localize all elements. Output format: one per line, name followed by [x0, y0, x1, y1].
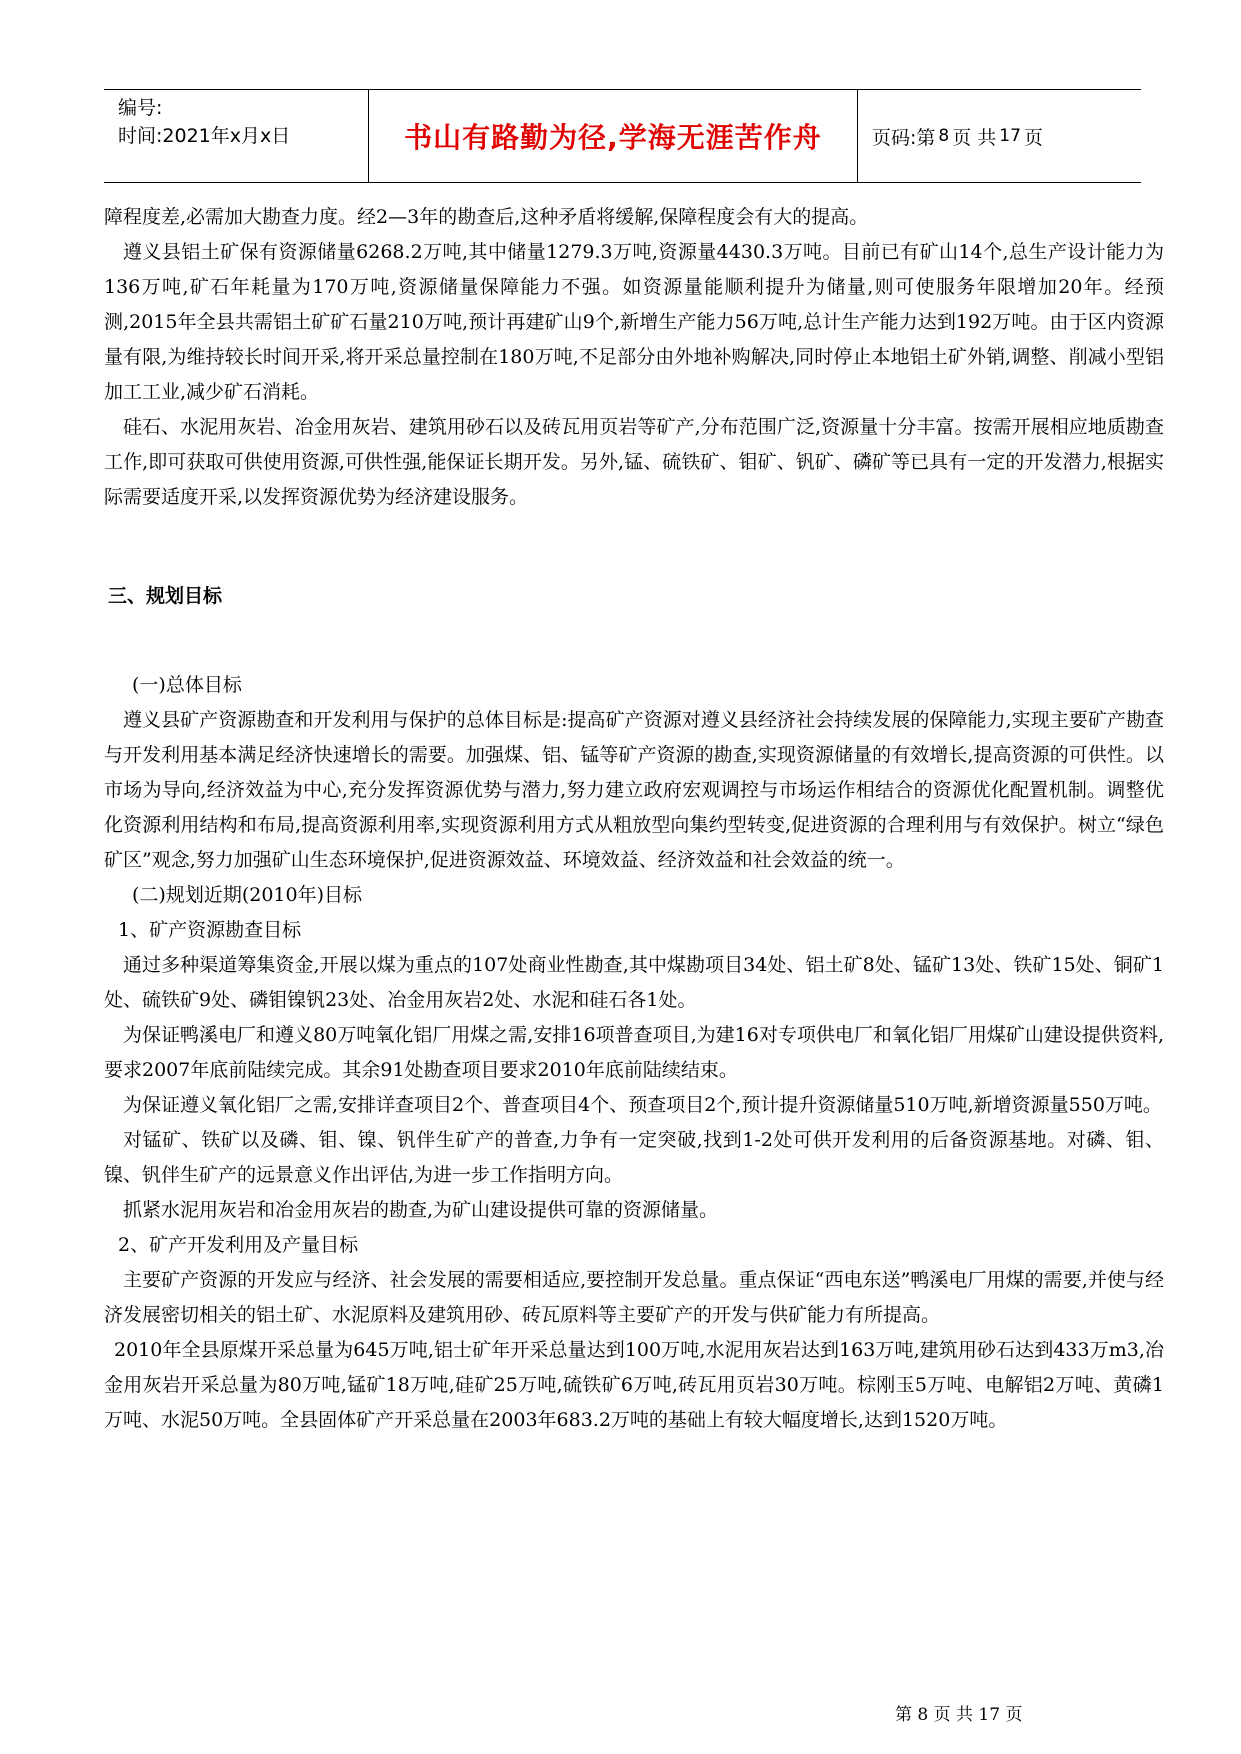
- subsection-heading: (一)总体目标: [132, 674, 242, 696]
- document-time: 时间:2021年x月x日: [118, 125, 291, 147]
- header-left-cell: [104, 90, 368, 182]
- page-suffix: 页: [1023, 126, 1043, 149]
- page-header: [104, 89, 1141, 183]
- paragraph: 主要矿产资源的开发应与经济、社会发展的需要相适应,要控制开发总量。重点保证“西电东送”鸭溪电厂用煤的需要,并使与经济发展密切相关的铝土矿、水泥原料及建筑用砂、砖瓦原料等主要矿产的开发与供矿能力有所提高。: [104, 1269, 1164, 1326]
- paragraph: 遵义县矿产资源勘查和开发利用与保护的总体目标是:提高矿产资源对遵义县经济社会持续发展的保障能力,实现主要矿产勘查与开发利用基本满足经济快速增长的需要。加强煤、铝、锰等矿产资源的勘查,实现资源储量的有效增长,提高资源的可供性。以市场为导向,经济效益为中心,充分发挥资源优势与潜力,努力建立政府宏观调控与市场运作相结合的资源优化配置机制。调整优化资源利用结构和布局,提高资源利用率,实现资源利用方式从粗放型向集约型转变,促进资源的合理利用与有效保护。树立“绿色矿区”观念,努力加强矿山生态环境保护,促进资源效益、环境效益、经济效益和社会效益的统一。: [104, 709, 1164, 871]
- document-number-label: 编号:: [118, 97, 163, 119]
- section-heading: 三、规划目标: [108, 585, 223, 607]
- page-prefix: 页码:第: [872, 126, 936, 149]
- paragraph: 抓紧水泥用灰岩和冶金用灰岩的勘查,为矿山建设提供可靠的资源储量。: [123, 1199, 719, 1221]
- paragraph: 遵义县铝土矿保有资源储量6268.2万吨,其中储量1279.3万吨,资源量4430.3万吨。目前已有矿山14个,总生产设计能力为136万吨,矿石年耗量为170万吨,资源储量保障能力不强。如资源量能顺利提升为储量,则可使服务年限增加20年。经预测,2015年全县共需铝土矿矿石量210万吨,预计再建矿山9个,新增生产能力56万吨,总计生产能力达到192万吨。由于区内资源量有限,为维持较长时间开采,将开采总量控制在180万吨,不足部分由外地补购解决,同时停止本地铝土矿外销,调整、削减小型铝加工工业,减少矿石消耗。: [104, 241, 1164, 403]
- paragraph: 障程度差,必需加大勘查力度。经2—3年的勘查后,这种矛盾将缓解,保障程度会有大的提高。: [104, 206, 869, 228]
- page-mid: 页 共: [952, 126, 997, 149]
- page-total: 17: [999, 126, 1021, 146]
- paragraph: 硅石、水泥用灰岩、冶金用灰岩、建筑用砂石以及砖瓦用页岩等矿产,分布范围广泛,资源量十分丰富。按需开展相应地质勘查工作,即可获取可供使用资源,可供性强,能保证长期开发。另外,锰、硫铁矿、钼矿、钒矿、磷矿等已具有一定的开发潜力,根据实际需要适度开采,以发挥资源优势为经济建设服务。: [104, 416, 1164, 508]
- subsection-heading: (二)规划近期(2010年)目标: [132, 884, 363, 906]
- page-current: 8: [938, 126, 950, 146]
- item-heading: 1、矿产资源勘查目标: [118, 919, 302, 941]
- paragraph: 为保证鸭溪电厂和遵义80万吨氧化铝厂用煤之需,安排16项普查项目,为建16对专项供电厂和氧化铝厂用煤矿山建设提供资料,要求2007年底前陆续完成。其余91处勘查项目要求2010年底前陆续结束。: [104, 1024, 1164, 1081]
- paragraph: 2010年全县原煤开采总量为645万吨,铝士矿年开采总量达到100万吨,水泥用灰岩达到163万吨,建筑用砂石达到433万m3,冶金用灰岩开采总量为80万吨,锰矿18万吨,硅矿25万吨,硫铁矿6万吨,砖瓦用页岩30万吨。棕刚玉5万吨、电解铝2万吨、黄磷1万吨、水泥50万吨。全县固体矿产开采总量在2003年683.2万吨的基础上有较大幅度增长,达到1520万吨。: [104, 1339, 1164, 1431]
- header-motto: 书山有路勤为径,学海无涯苦作舟: [368, 90, 858, 182]
- item-heading: 2、矿产开发利用及产量目标: [118, 1234, 359, 1256]
- paragraph: 通过多种渠道筹集资金,开展以煤为重点的107处商业性勘查,其中煤勘项目34处、铝土矿8处、锰矿13处、铁矿15处、铜矿1处、硫铁矿9处、磷钼镍钒23处、冶金用灰岩2处、水泥和硅石各1处。: [104, 954, 1164, 1011]
- paragraph: 对锰矿、铁矿以及磷、钼、镍、钒伴生矿产的普查,力争有一定突破,找到1-2处可供开发利用的后备资源基地。对磷、钼、镍、钒伴生矿产的远景意义作出评估,为进一步工作指明方向。: [104, 1129, 1164, 1186]
- document-body: [104, 200, 1164, 1438]
- header-page-number: [858, 90, 1141, 182]
- paragraph: 为保证遵义氧化铝厂之需,安排详查项目2个、普查项目4个、预查项目2个,预计提升资源储量510万吨,新增资源量550万吨。: [123, 1094, 1162, 1116]
- page-footer: 第 8 页 共 17 页: [895, 1705, 1023, 1725]
